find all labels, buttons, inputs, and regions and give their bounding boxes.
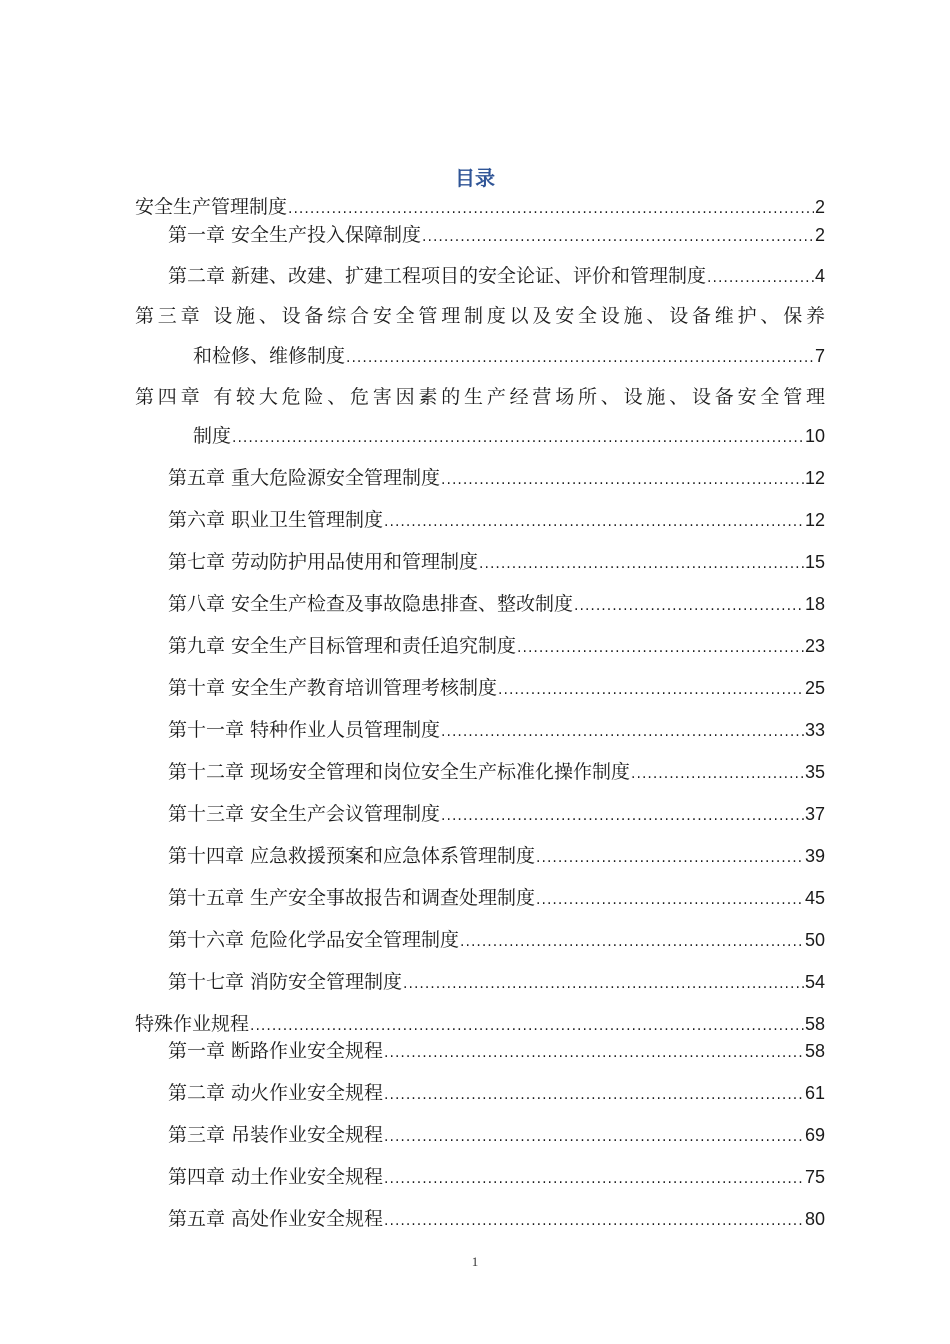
toc-entry-section2[interactable] bbox=[135, 1012, 825, 1038]
toc-entry-label: 第九章 安全生产目标管理和责任追究制度 bbox=[168, 635, 517, 657]
toc-page-number: 58 bbox=[804, 1041, 825, 1061]
dot-leader bbox=[384, 1209, 804, 1233]
toc-entry-label: 第十章 安全生产教育培训管理考核制度 bbox=[168, 677, 498, 699]
toc-entry-ch5[interactable] bbox=[168, 466, 825, 492]
dot-leader bbox=[384, 1083, 804, 1107]
toc-entry-ch11[interactable] bbox=[168, 718, 825, 744]
toc-entry-label: 第一章 安全生产投入保障制度 bbox=[168, 224, 422, 246]
dot-leader bbox=[384, 1167, 804, 1191]
toc-entry-ch12[interactable] bbox=[168, 760, 825, 786]
toc-page-number: 15 bbox=[804, 552, 825, 572]
dot-leader bbox=[441, 468, 804, 492]
toc-entry-ch3-line1[interactable]: 第三章 设施、设备综合安全管理制度以及安全设施、设备维护、保养 bbox=[135, 305, 825, 327]
toc-page-number: 2 bbox=[814, 225, 825, 245]
toc-entry-ch2[interactable] bbox=[168, 264, 825, 290]
toc-page-number: 25 bbox=[804, 678, 825, 698]
dot-leader bbox=[403, 972, 804, 996]
toc-entry-ch4-line1[interactable]: 第四章 有较大危险、危害因素的生产经营场所、设施、设备安全管理 bbox=[135, 386, 825, 408]
toc-entry-op2[interactable] bbox=[168, 1081, 825, 1107]
toc-entry-section1[interactable] bbox=[135, 195, 825, 221]
toc-page-number: 61 bbox=[804, 1083, 825, 1103]
toc-page-number: 45 bbox=[804, 888, 825, 908]
toc-entry-op1[interactable] bbox=[168, 1039, 825, 1065]
toc-page-number: 18 bbox=[804, 594, 825, 614]
toc-entry-label: 第十七章 消防安全管理制度 bbox=[168, 971, 403, 993]
toc-entry-label: 第十三章 安全生产会议管理制度 bbox=[168, 803, 441, 825]
toc-entry-ch1[interactable] bbox=[168, 223, 825, 249]
toc-entry-label: 第十六章 危险化学品安全管理制度 bbox=[168, 929, 460, 951]
toc-entry-ch13[interactable] bbox=[168, 802, 825, 828]
toc-entry-label: 第十五章 生产安全事故报告和调查处理制度 bbox=[168, 887, 536, 909]
dot-leader bbox=[536, 888, 804, 912]
dot-leader bbox=[288, 197, 814, 221]
toc-entry-label: 第八章 安全生产检查及事故隐患排查、整改制度 bbox=[168, 593, 574, 615]
toc-entry-label: 第四章 动土作业安全规程 bbox=[168, 1166, 384, 1188]
toc-page-number: 58 bbox=[804, 1014, 825, 1034]
toc-entry-label: 第二章 新建、改建、扩建工程项目的安全论证、评价和管理制度 bbox=[168, 265, 707, 287]
toc-entry-ch7[interactable] bbox=[168, 550, 825, 576]
toc-entry-label: 安全生产管理制度 bbox=[135, 196, 288, 218]
toc-title: 目录 bbox=[455, 166, 495, 190]
toc-entry-label: 制度 bbox=[193, 425, 232, 447]
toc-entry-label: 第三章 吊装作业安全规程 bbox=[168, 1124, 384, 1146]
toc-page-number: 23 bbox=[804, 636, 825, 656]
dot-leader bbox=[479, 552, 804, 576]
toc-entry-ch16[interactable] bbox=[168, 928, 825, 954]
toc-entry-op3[interactable] bbox=[168, 1123, 825, 1149]
dot-leader bbox=[517, 636, 804, 660]
toc-page-number: 54 bbox=[804, 972, 825, 992]
dot-leader bbox=[441, 804, 804, 828]
toc-entry-ch8[interactable] bbox=[168, 592, 825, 618]
page-footer-number: 1 bbox=[471, 1254, 479, 1269]
dot-leader bbox=[574, 594, 804, 618]
toc-entry-label: 第五章 重大危险源安全管理制度 bbox=[168, 467, 441, 489]
toc-page-number: 2 bbox=[814, 197, 825, 217]
dot-leader bbox=[232, 426, 804, 450]
dot-leader bbox=[384, 510, 804, 534]
toc-page-number: 35 bbox=[804, 762, 825, 782]
dot-leader bbox=[441, 720, 804, 744]
toc-page-number: 10 bbox=[804, 426, 825, 446]
dot-leader bbox=[460, 930, 804, 954]
toc-entry-ch14[interactable] bbox=[168, 844, 825, 870]
dot-leader bbox=[384, 1041, 804, 1065]
toc-entry-op4[interactable] bbox=[168, 1165, 825, 1191]
toc-entry-label: 第十一章 特种作业人员管理制度 bbox=[168, 719, 441, 741]
toc-entry-op5[interactable] bbox=[168, 1207, 825, 1233]
toc-page-number: 50 bbox=[804, 930, 825, 950]
toc-entry-label: 第十二章 现场安全管理和岗位安全生产标准化操作制度 bbox=[168, 761, 631, 783]
toc-page-number: 33 bbox=[804, 720, 825, 740]
toc-entry-ch17[interactable] bbox=[168, 970, 825, 996]
dot-leader bbox=[498, 678, 804, 702]
toc-entry-label: 第七章 劳动防护用品使用和管理制度 bbox=[168, 551, 479, 573]
dot-leader bbox=[384, 1125, 804, 1149]
toc-page-number: 75 bbox=[804, 1167, 825, 1187]
toc-page-number: 12 bbox=[804, 510, 825, 530]
dot-leader bbox=[631, 762, 804, 786]
toc-page-number: 69 bbox=[804, 1125, 825, 1145]
dot-leader bbox=[707, 266, 814, 290]
toc-entry-label: 第五章 高处作业安全规程 bbox=[168, 1208, 384, 1230]
toc-entry-ch10[interactable] bbox=[168, 676, 825, 702]
dot-leader bbox=[346, 346, 814, 370]
toc-entry-ch9[interactable] bbox=[168, 634, 825, 660]
toc-page-number: 4 bbox=[814, 266, 825, 286]
toc-entry-label: 第十四章 应急救援预案和应急体系管理制度 bbox=[168, 845, 536, 867]
toc-page-number: 7 bbox=[814, 346, 825, 366]
toc-page-number: 39 bbox=[804, 846, 825, 866]
toc-entry-ch6[interactable] bbox=[168, 508, 825, 534]
toc-entry-ch15[interactable] bbox=[168, 886, 825, 912]
toc-entry-label: 第二章 动火作业安全规程 bbox=[168, 1082, 384, 1104]
toc-entry-label: 特殊作业规程 bbox=[135, 1013, 250, 1035]
toc-entry-ch4[interactable] bbox=[193, 424, 825, 450]
dot-leader bbox=[536, 846, 804, 870]
toc-page-number: 80 bbox=[804, 1209, 825, 1229]
dot-leader bbox=[422, 225, 814, 249]
toc-entry-ch3[interactable] bbox=[193, 344, 825, 370]
toc-entry-label: 和检修、维修制度 bbox=[193, 345, 346, 367]
toc-page-number: 12 bbox=[804, 468, 825, 488]
toc-entry-label: 第六章 职业卫生管理制度 bbox=[168, 509, 384, 531]
dot-leader bbox=[250, 1014, 804, 1038]
toc-entry-label: 第一章 断路作业安全规程 bbox=[168, 1040, 384, 1062]
toc-page-number: 37 bbox=[804, 804, 825, 824]
